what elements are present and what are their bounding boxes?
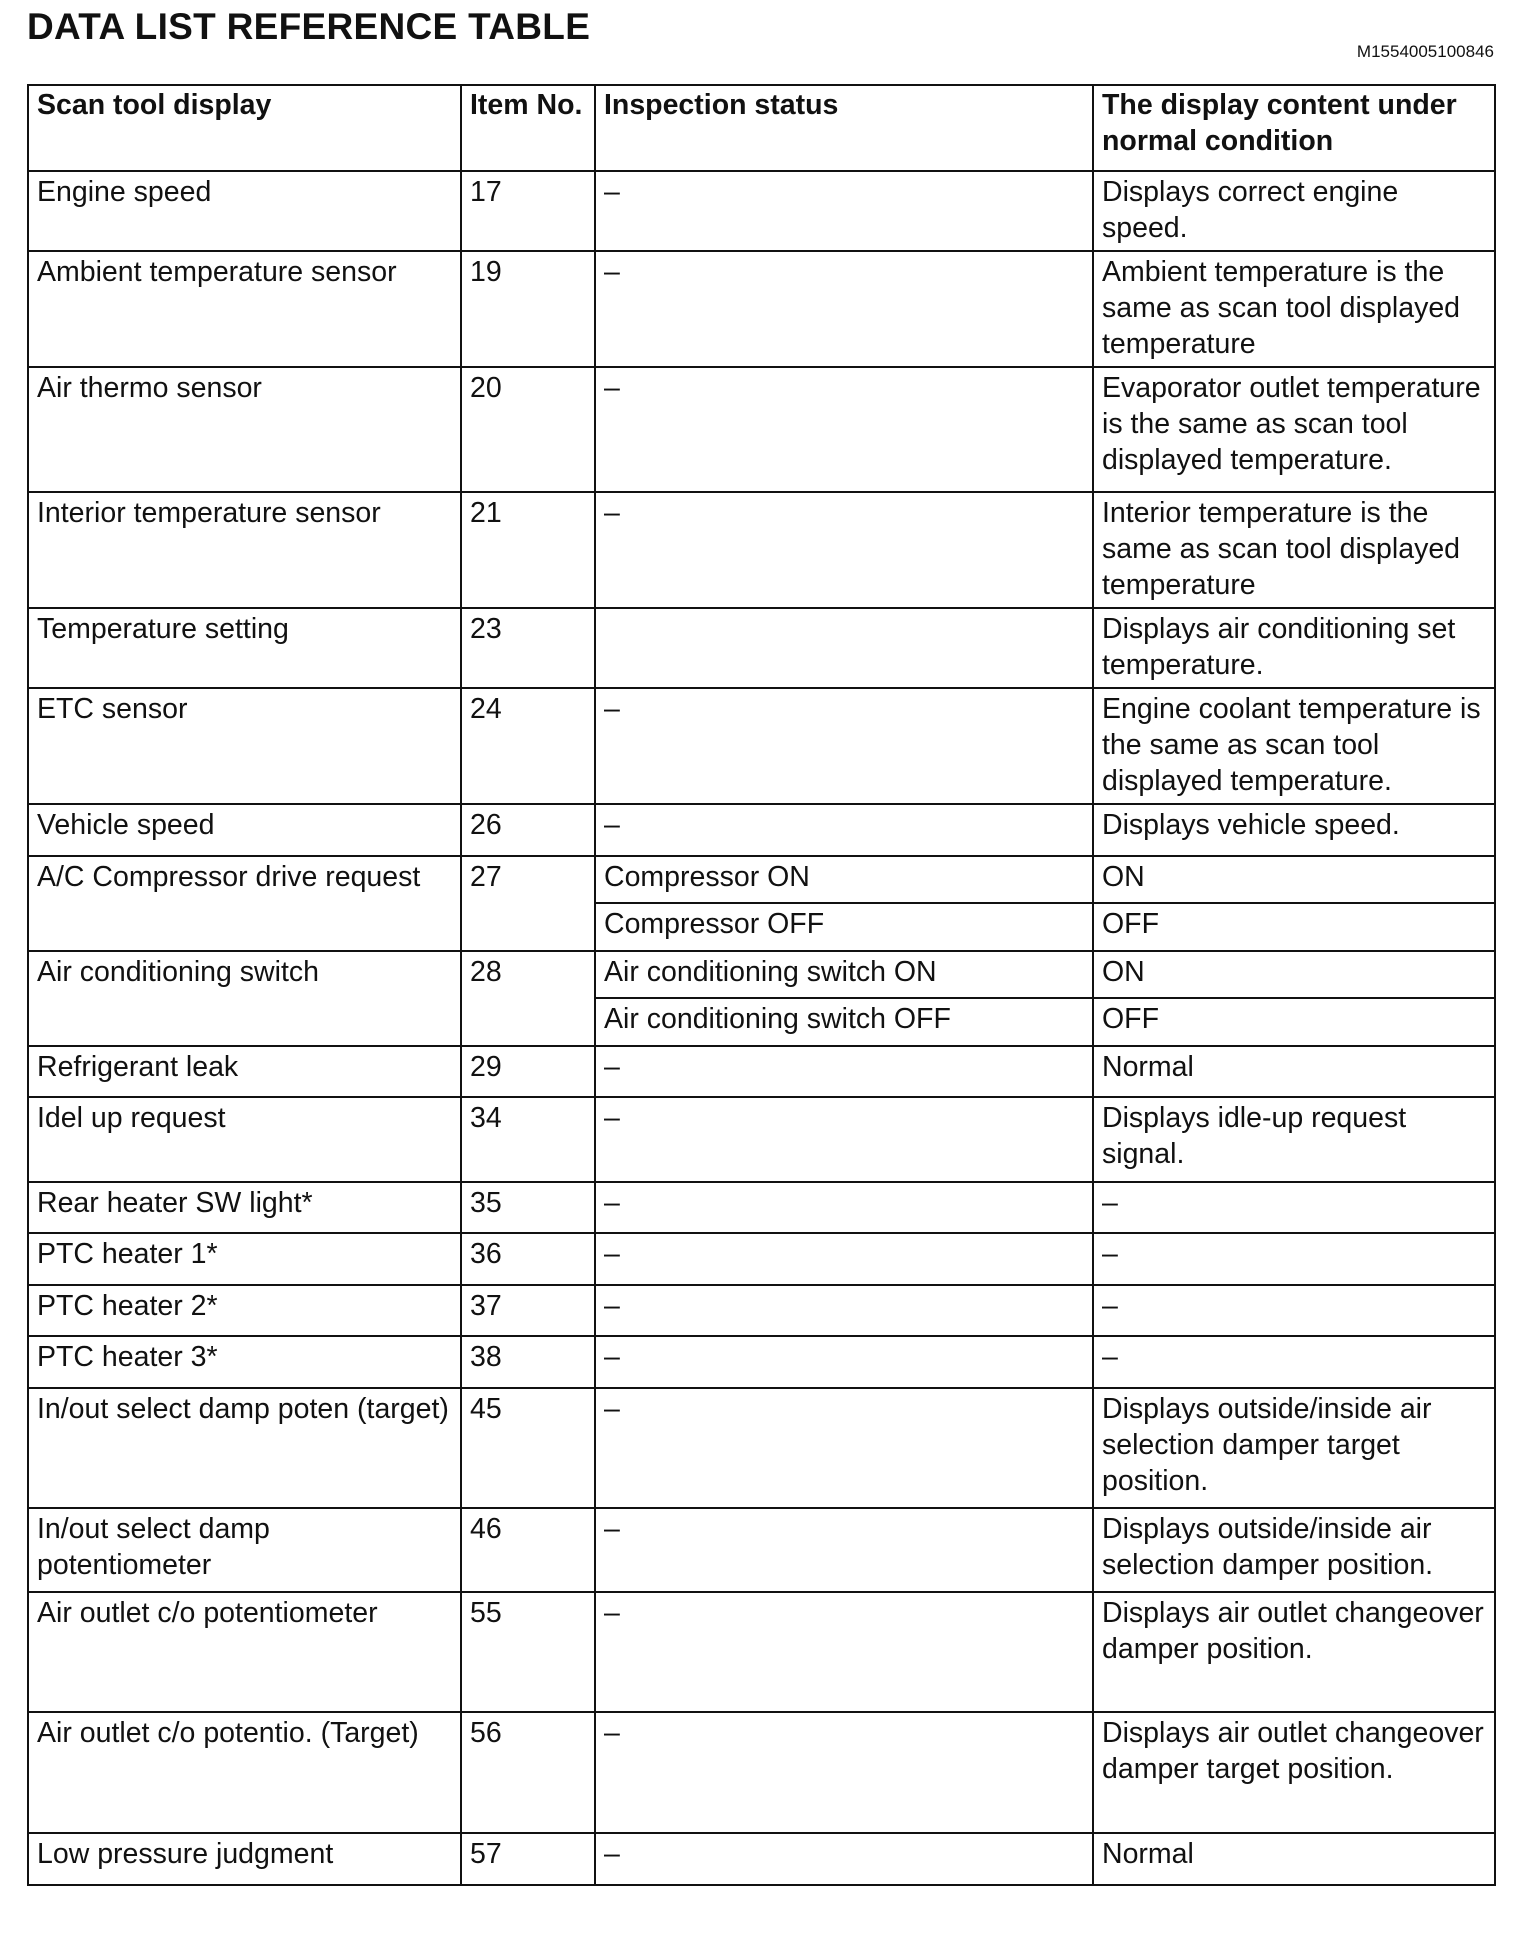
cell-status: – [595,1508,1093,1592]
header-normal-condition: The display content under normal condition [1093,85,1495,171]
cell-status: Air conditioning switch ON [595,951,1093,998]
cell-display: A/C Compressor drive request [28,856,461,951]
cell-status: – [595,367,1093,492]
cell-status: – [595,171,1093,251]
cell-item-no: 29 [461,1046,595,1097]
table-row [28,1508,1495,1592]
table-row [28,688,1495,804]
cell-item-no: 37 [461,1285,595,1336]
cell-status: – [595,1388,1093,1508]
cell-item-no: 55 [461,1592,595,1712]
header-inspection-status: Inspection status [595,85,1093,171]
table-row [28,1388,1495,1508]
cell-item-no: 17 [461,171,595,251]
cell-display: ETC sensor [28,688,461,804]
cell-status: – [595,1712,1093,1833]
table-row [28,951,1495,998]
cell-item-no: 21 [461,492,595,608]
table-row [28,251,1495,367]
cell-normal: ON [1093,951,1495,998]
cell-status: – [595,492,1093,608]
table-row [28,1833,1495,1885]
cell-item-no: 19 [461,251,595,367]
cell-normal: Displays air outlet changeover damper target position. [1093,1712,1495,1833]
cell-normal: – [1093,1182,1495,1233]
cell-status: – [595,1285,1093,1336]
table-row [28,171,1495,251]
cell-status: – [595,1592,1093,1712]
cell-normal: OFF [1093,998,1495,1046]
cell-normal: Displays vehicle speed. [1093,804,1495,856]
cell-display: Air outlet c/o potentiometer [28,1592,461,1712]
cell-normal: Normal [1093,1046,1495,1097]
cell-normal: – [1093,1285,1495,1336]
cell-display: PTC heater 2* [28,1285,461,1336]
cell-display: In/out select damp poten (target) [28,1388,461,1508]
cell-status: – [595,1233,1093,1285]
cell-item-no: 28 [461,951,595,1046]
cell-item-no: 46 [461,1508,595,1592]
cell-status: – [595,1097,1093,1182]
cell-normal: Engine coolant temperature is the same as scan tool displayed temperature. [1093,688,1495,804]
table-row [28,608,1495,688]
cell-display: PTC heater 3* [28,1336,461,1388]
table-row [28,1712,1495,1833]
cell-normal: Displays outside/inside air selection damper target position. [1093,1388,1495,1508]
cell-normal: – [1093,1233,1495,1285]
table-row [28,492,1495,608]
cell-item-no: 56 [461,1712,595,1833]
table-row [28,1285,1495,1336]
cell-display: Low pressure judgment [28,1833,461,1885]
cell-normal: ON [1093,856,1495,903]
cell-item-no: 57 [461,1833,595,1885]
cell-normal: Evaporator outlet temperature is the same as scan tool displayed temperature. [1093,367,1495,492]
table-row [28,1336,1495,1388]
cell-status: – [595,1336,1093,1388]
cell-status: – [595,804,1093,856]
cell-status: Compressor ON [595,856,1093,903]
cell-status: Air conditioning switch OFF [595,998,1093,1046]
cell-normal: Displays idle-up request signal. [1093,1097,1495,1182]
cell-normal: Interior temperature is the same as scan tool displayed temperature [1093,492,1495,608]
cell-item-no: 35 [461,1182,595,1233]
cell-status [595,608,1093,688]
cell-status: – [595,688,1093,804]
cell-display: Engine speed [28,171,461,251]
cell-normal: Displays air outlet changeover damper position. [1093,1592,1495,1712]
cell-status: – [595,1046,1093,1097]
cell-display: Air conditioning switch [28,951,461,1046]
cell-item-no: 36 [461,1233,595,1285]
table-row [28,1233,1495,1285]
cell-display: Idel up request [28,1097,461,1182]
table-header-row [28,85,1495,171]
page-title: DATA LIST REFERENCE TABLE [27,6,591,47]
cell-display: Ambient temperature sensor [28,251,461,367]
cell-normal: Displays outside/inside air selection damper position. [1093,1508,1495,1592]
data-list-table [27,84,1496,1886]
cell-display: Air thermo sensor [28,367,461,492]
cell-item-no: 26 [461,804,595,856]
table-row [28,1592,1495,1712]
cell-display: Vehicle speed [28,804,461,856]
cell-status: – [595,1833,1093,1885]
cell-status: – [595,1182,1093,1233]
cell-display: Temperature setting [28,608,461,688]
cell-item-no: 38 [461,1336,595,1388]
cell-display: Rear heater SW light* [28,1182,461,1233]
cell-status: Compressor OFF [595,903,1093,951]
cell-display: Refrigerant leak [28,1046,461,1097]
table-row [28,1182,1495,1233]
cell-status: – [595,251,1093,367]
table-row [28,1046,1495,1097]
header-scan-tool-display: Scan tool display [28,85,461,171]
cell-display: Interior temperature sensor [28,492,461,608]
cell-display: In/out select damp potentiometer [28,1508,461,1592]
table-row [28,1097,1495,1182]
cell-display: PTC heater 1* [28,1233,461,1285]
cell-normal: – [1093,1336,1495,1388]
header-item-no: Item No. [461,85,595,171]
cell-item-no: 45 [461,1388,595,1508]
table-row [28,367,1495,492]
cell-item-no: 23 [461,608,595,688]
document-code: M1554005100846 [1356,42,1494,61]
table-row [28,856,1495,903]
cell-normal: Ambient temperature is the same as scan tool displayed temperature [1093,251,1495,367]
cell-normal: Normal [1093,1833,1495,1885]
cell-display: Air outlet c/o potentio. (Target) [28,1712,461,1833]
cell-item-no: 27 [461,856,595,951]
cell-item-no: 34 [461,1097,595,1182]
cell-normal: OFF [1093,903,1495,951]
cell-normal: Displays air conditioning set temperature. [1093,608,1495,688]
cell-item-no: 24 [461,688,595,804]
cell-normal: Displays correct engine speed. [1093,171,1495,251]
table-row [28,804,1495,856]
cell-item-no: 20 [461,367,595,492]
